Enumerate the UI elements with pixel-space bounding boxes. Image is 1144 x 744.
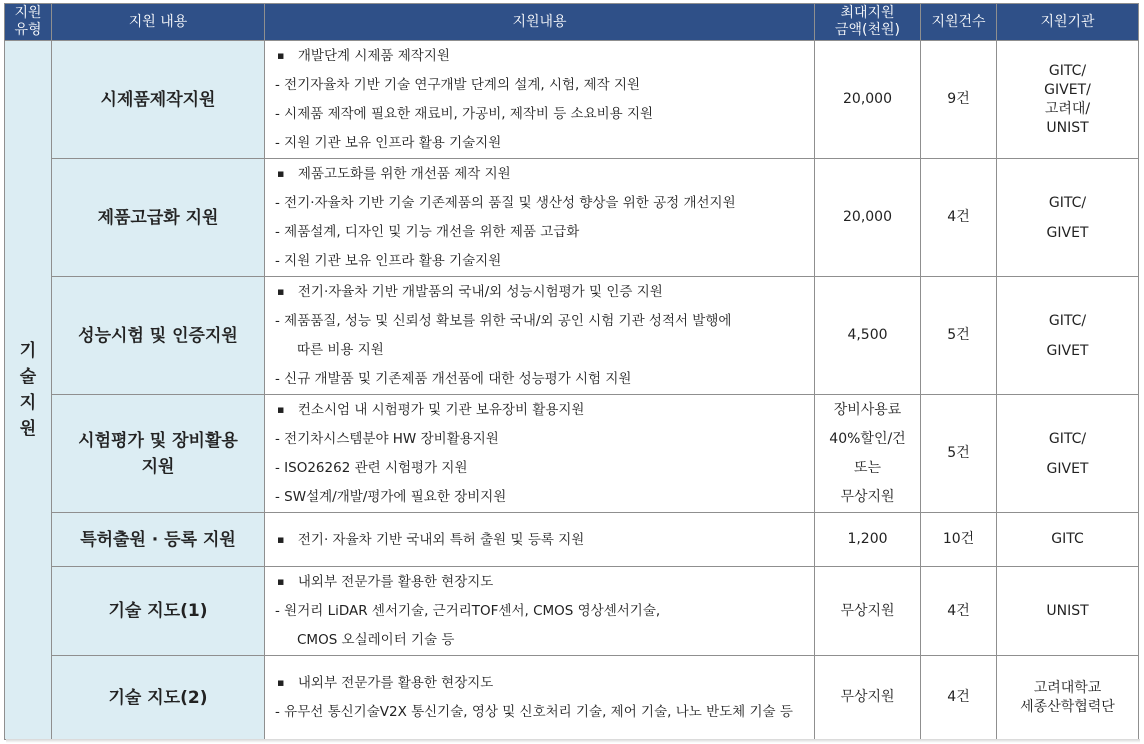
support-title: 기술 지도(1) — [108, 601, 208, 621]
support-count: 4건 — [921, 656, 997, 740]
support-org: GIVET — [1046, 224, 1089, 241]
max-amount-cell — [815, 395, 921, 513]
support-org: GIVET — [1046, 460, 1089, 477]
detail-line — [275, 189, 808, 218]
content-text: - 유무선 통신기술V2X 통신기술, 영상 및 신호처리 기술, 제어 기술, 나노 반도체 기술 등 — [275, 704, 793, 720]
square-bullet-icon: ▪ — [277, 167, 285, 180]
detail-line — [275, 454, 808, 483]
support-type-char: 기 — [19, 341, 37, 361]
content-text: 전기· 자율차 기반 국내외 특허 출원 및 등록 지원 — [297, 531, 585, 548]
detail-line — [275, 597, 808, 626]
content-text: - 전기차시스템분야 HW 장비활용지원 — [275, 431, 499, 447]
support-org: GIVET — [1046, 342, 1089, 359]
content-text: - ISO26262 관련 시험평가 지원 — [275, 460, 468, 476]
support-count: 10건 — [921, 513, 997, 567]
max-amount-cell — [815, 277, 921, 395]
content-text: 전기·자율차 기반 개발품의 국내/외 성능시험평가 및 인증 지원 — [297, 284, 663, 300]
table-row — [5, 277, 1139, 395]
max-amount: 40%할인/건 — [829, 430, 906, 447]
content-text: - 전기·자율차 기반 기술 기존제품의 품질 및 생산성 향상을 위한 공정 개선지원 — [275, 195, 736, 211]
support-title-cell — [52, 656, 265, 740]
square-bullet-icon: ▪ — [277, 676, 285, 689]
detail-line — [275, 365, 808, 394]
content-text: - 원거리 LiDAR 센서기술, 근거리TOF센서, CMOS 영상센서기술, — [275, 603, 661, 619]
support-content-cell — [265, 656, 815, 740]
table-header-row — [5, 4, 1139, 41]
table-row — [5, 567, 1139, 656]
detail-line — [275, 307, 808, 336]
max-amount-cell — [815, 41, 921, 159]
header-support-content: 지원내용 — [265, 4, 815, 41]
content-text: 내외부 전문가를 활용한 현장지도 — [297, 574, 494, 590]
support-type-cell — [5, 41, 52, 740]
support-org: UNIST — [1046, 119, 1089, 136]
header-support-title: 지원 내용 — [52, 4, 265, 41]
detail-line — [275, 247, 808, 276]
content-text: 개발단계 시제품 제작지원 — [297, 48, 450, 64]
table-row — [5, 395, 1139, 513]
support-program-table — [4, 3, 1139, 740]
max-amount: 20,000 — [843, 91, 892, 107]
support-content-cell — [265, 159, 815, 277]
support-content-cell — [265, 567, 815, 656]
square-bullet-icon: ▪ — [277, 49, 285, 62]
support-title: 제품고급화 지원 — [97, 207, 219, 228]
support-table-frame — [4, 3, 1138, 739]
detail-line — [275, 129, 808, 158]
bullet-item — [275, 277, 808, 307]
content-text: - 지원 기관 보유 인프라 활용 기술지원 — [275, 253, 502, 269]
support-org-cell — [997, 41, 1139, 159]
detail-line — [275, 218, 808, 247]
content-text: - 제품품질, 성능 및 신뢰성 확보를 위한 국내/외 공인 시험 기관 성적서 발행에 — [275, 313, 732, 329]
content-text: - 신규 개발품 및 기존제품 개선품에 대한 성능평가 시험 지원 — [275, 371, 632, 387]
detail-line — [275, 100, 808, 129]
support-org: 세종산학협력단 — [1020, 698, 1115, 715]
content-text: - 시제품 제작에 필요한 재료비, 가공비, 제작비 등 소요비용 지원 — [275, 106, 654, 122]
content-text: 컨소시엄 내 시험평가 및 기관 보유장비 활용지원 — [297, 402, 585, 418]
support-org-cell — [997, 277, 1139, 395]
max-amount: 또는 — [853, 459, 882, 476]
support-org: GITC/ — [1048, 194, 1087, 211]
support-title: 성능시험 및 인증지원 — [78, 325, 238, 346]
support-org: GITC/ — [1048, 430, 1087, 447]
support-org: 고려대학교 — [1033, 679, 1102, 696]
detail-line — [275, 483, 808, 512]
detail-line — [275, 425, 808, 454]
max-amount: 4,500 — [847, 327, 888, 343]
max-amount: 장비사용료 — [833, 401, 902, 418]
max-amount: 무상지원 — [840, 689, 895, 705]
square-bullet-icon: ▪ — [277, 532, 285, 546]
content-text: - SW설계/개발/평가에 필요한 장비지원 — [275, 489, 507, 505]
max-amount-cell — [815, 513, 921, 567]
support-org-cell — [997, 656, 1139, 740]
content-text: - 지원 기관 보유 인프라 활용 기술지원 — [275, 135, 502, 151]
bullet-item — [275, 395, 808, 425]
header-support-count: 지원건수 — [921, 4, 997, 41]
content-text: 따른 비용 지원 — [297, 342, 384, 358]
support-title-cell — [52, 41, 265, 159]
support-org: 고려대/ — [1044, 100, 1091, 117]
support-count: 5건 — [921, 395, 997, 513]
support-type-char: 술 — [19, 367, 37, 387]
support-org: GITC — [1051, 531, 1084, 547]
support-title-cell — [52, 513, 265, 567]
bullet-item — [275, 159, 808, 189]
support-type-char: 지 — [19, 393, 37, 413]
support-org: GITC/ — [1048, 312, 1087, 329]
support-title-cell — [52, 395, 265, 513]
max-amount-cell — [815, 567, 921, 656]
support-org: UNIST — [1046, 602, 1089, 619]
detail-line — [275, 336, 808, 365]
detail-line — [275, 698, 808, 727]
support-title: 시험평가 및 장비활용 — [78, 430, 238, 451]
support-type-char: 원 — [19, 419, 37, 439]
max-amount: 20,000 — [843, 209, 892, 225]
table-row — [5, 656, 1139, 740]
bullet-item — [275, 668, 808, 698]
header-support-type: 지원 유형 — [5, 4, 52, 41]
square-bullet-icon: ▪ — [277, 403, 285, 416]
support-count: 4건 — [921, 159, 997, 277]
detail-line — [275, 71, 808, 100]
support-title: 특허출원 · 등록 지원 — [80, 529, 236, 550]
support-content-cell — [265, 395, 815, 513]
support-org-cell — [997, 513, 1139, 567]
header-max-amount: 최대지원 금액(천원) — [815, 4, 921, 41]
support-org: GITC/ — [1048, 62, 1087, 79]
square-bullet-icon: ▪ — [277, 575, 285, 588]
bullet-item — [275, 41, 808, 71]
support-org: GIVET/ — [1044, 81, 1091, 98]
support-title: 기술 지도(2) — [108, 687, 208, 708]
square-bullet-icon: ▪ — [277, 285, 285, 298]
header-support-org: 지원기관 — [997, 4, 1139, 41]
support-title: 시제품제작지원 — [100, 89, 216, 110]
support-org-cell — [997, 159, 1139, 277]
content-text: - 제품설계, 디자인 및 기능 개선을 위한 제품 고급화 — [275, 224, 580, 240]
support-count: 5건 — [921, 277, 997, 395]
support-content-cell — [265, 41, 815, 159]
support-title-cell — [52, 277, 265, 395]
support-title: 지원 — [141, 456, 175, 477]
table-shadow — [6, 739, 1140, 743]
max-amount-cell — [815, 159, 921, 277]
table-row — [5, 513, 1139, 567]
table-row — [5, 41, 1139, 159]
support-org-cell — [997, 567, 1139, 656]
max-amount: 무상지원 — [840, 602, 895, 619]
max-amount: 1,200 — [847, 531, 888, 547]
support-content-cell — [265, 277, 815, 395]
content-text: 제품고도화를 위한 개선품 제작 지원 — [297, 166, 511, 182]
content-text: 내외부 전문가를 활용한 현장지도 — [297, 675, 494, 691]
content-text: CMOS 오실레이터 기술 등 — [297, 632, 455, 648]
detail-line — [275, 626, 808, 655]
support-title-cell — [52, 567, 265, 656]
support-count: 9건 — [921, 41, 997, 159]
bullet-item — [275, 525, 808, 555]
bullet-item — [275, 567, 808, 597]
support-org-cell — [997, 395, 1139, 513]
support-count: 4건 — [921, 567, 997, 656]
table-row — [5, 159, 1139, 277]
support-title-cell — [52, 159, 265, 277]
content-text: - 전기자율차 기반 기술 연구개발 단계의 설계, 시험, 제작 지원 — [275, 77, 641, 93]
max-amount-cell — [815, 656, 921, 740]
support-content-cell — [265, 513, 815, 567]
max-amount: 무상지원 — [840, 488, 895, 505]
